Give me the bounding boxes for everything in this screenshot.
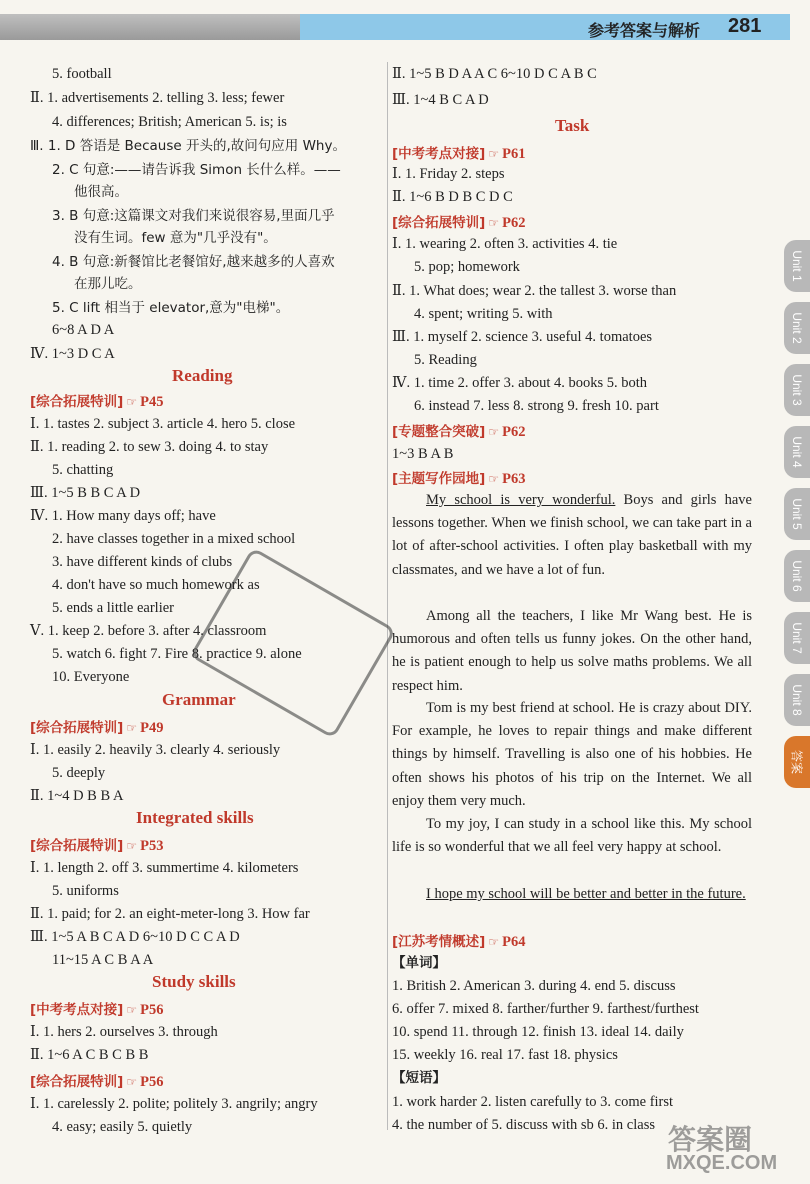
left-answer-line: Ⅱ. 1. advertisements 2. telling 3. less; fewer: [30, 90, 285, 106]
pointing-hand-icon: ☞: [488, 147, 500, 161]
vocab-label: 【单词】: [392, 955, 446, 971]
right-answer-line: 15. weekly 16. real 17. fast 18. physics: [392, 1047, 618, 1063]
right-answer-line: Ⅱ. 1. What does; wear 2. the tallest 3. worse than: [392, 283, 677, 299]
pointing-hand-icon: ☞: [488, 935, 500, 949]
underlined-sentence: My school is very wonderful.: [426, 492, 616, 508]
unit-tab[interactable]: [784, 364, 810, 416]
left-answer-line: 3. B 句意:这篇课文对我们来说很容易,里面几乎: [52, 208, 335, 224]
right-answer-line: 1. work harder 2. listen carefully to 3. come first: [392, 1094, 674, 1110]
unit-tab[interactable]: [784, 674, 810, 726]
tag-page: P49: [140, 720, 164, 736]
right-answer-line: Ⅱ. 1~6 B D B C D C: [392, 189, 513, 205]
essay-text: Tom is my best friend at school. He is crazy about DIY. For example, he loves to repair things and make different things by himself. Travelling is also one of his hobbies. He often shows his photos of his trip on the Internet. We all enjoy them very much.: [392, 700, 752, 809]
unit-tab-label: Unit 7: [790, 622, 804, 654]
left-answer-line: 4. don't have so much homework as: [52, 577, 260, 593]
exercise-tag: [392, 142, 525, 163]
left-answer-line: Ⅱ. 1~6 A C B C B B: [30, 1047, 149, 1063]
essay-text: Boys and girls have lessons together. When we finish school, we can take part in a lot of after-school activities. I often play basketball with my classmates, and we have a lot of fun.: [392, 492, 752, 578]
right-answer-line: Ⅰ. 1. wearing 2. often 3. activities 4. tie: [392, 236, 618, 252]
tag-label: [综合拓展特训]: [30, 838, 124, 854]
unit-tab-label: Unit 2: [790, 312, 804, 344]
left-answer-line: Ⅰ. 1. hers 2. ourselves 3. through: [30, 1024, 218, 1040]
unit-tab[interactable]: [784, 736, 810, 788]
left-answer-line: 3. have different kinds of clubs: [52, 554, 233, 570]
tag-label: [专题整合突破]: [392, 424, 486, 440]
left-answer-line: 11~15 A C B A A: [52, 952, 154, 968]
left-answer-line: 没有生词。few 意为"几乎没有"。: [74, 230, 277, 246]
essay-paragraph: [392, 605, 752, 698]
unit-tab-label: Unit 1: [790, 250, 804, 282]
left-answer-line: 2. C 句意:——请告诉我 Simon 长什么样。——: [52, 162, 341, 178]
exercise-tag: [30, 390, 163, 411]
section-heading: Integrated skills: [136, 808, 254, 827]
right-answer-line: Ⅰ. 1. Friday 2. steps: [392, 166, 505, 182]
tag-label: [中考考点对接]: [392, 146, 486, 162]
pointing-hand-icon: ☞: [488, 425, 500, 439]
underlined-sentence: I hope my school will be better and better in the future.: [426, 886, 746, 902]
exercise-tag: [30, 998, 163, 1019]
exercise-tag: [30, 1070, 163, 1091]
header-bar-blue: [300, 14, 790, 40]
right-answer-line: 6. offer 7. mixed 8. farther/further 9. farthest/furthest: [392, 1001, 699, 1017]
tag-page: P64: [502, 934, 526, 950]
section-heading: Grammar: [162, 690, 236, 709]
left-answer-line: Ⅰ. 1. length 2. off 3. summertime 4. kilometers: [30, 860, 299, 876]
unit-tab[interactable]: [784, 612, 810, 664]
watermark-logo: 答案圈: [668, 1124, 753, 1155]
left-answer-line: 2. have classes together in a mixed school: [52, 531, 296, 547]
essay-text: To my joy, I can study in a school like this. My school life is so wonderful that we all feel very happy at school.: [392, 816, 752, 856]
unit-tab-label: Unit 3: [790, 374, 804, 406]
left-answer-line: 10. Everyone: [52, 669, 130, 685]
left-answer-line: 他很高。: [74, 184, 128, 200]
tag-label: [江苏考情概述]: [392, 934, 486, 950]
unit-tab[interactable]: [784, 302, 810, 354]
left-answer-line: Ⅱ. 1. paid; for 2. an eight-meter-long 3. How far: [30, 906, 310, 922]
left-answer-line: Ⅴ. 1. keep 2. before 3. after 4. classroom: [30, 623, 267, 639]
essay-paragraph: [392, 489, 752, 582]
pointing-hand-icon: ☞: [126, 1075, 138, 1089]
pointing-hand-icon: ☞: [488, 472, 500, 486]
essay-paragraph: [392, 883, 752, 906]
left-answer-line: 5. watch 6. fight 7. Fire 8. practice 9. alone: [52, 646, 302, 662]
tag-page: P62: [502, 424, 526, 440]
pointing-hand-icon: ☞: [126, 839, 138, 853]
tag-label: [综合拓展特训]: [392, 215, 486, 231]
pointing-hand-icon: ☞: [488, 216, 500, 230]
right-answer-line: Ⅲ. 1~4 B C A D: [392, 92, 489, 108]
tag-page: P61: [502, 146, 526, 162]
left-answer-line: Ⅱ. 1~4 D B B A: [30, 788, 124, 804]
right-answer-line: Ⅲ. 1. myself 2. science 3. useful 4. tomatoes: [392, 329, 653, 345]
tag-label: [主题写作园地]: [392, 471, 486, 487]
left-answer-line: 4. differences; British; American 5. is; is: [52, 114, 287, 130]
tag-label: [综合拓展特训]: [30, 720, 124, 736]
page-number: 281: [728, 15, 762, 37]
left-answer-line: Ⅰ. 1. tastes 2. subject 3. article 4. hero 5. close: [30, 416, 296, 432]
tag-page: P63: [502, 471, 526, 487]
left-answer-line: 在那儿吃。: [74, 276, 142, 292]
left-answer-line: Ⅱ. 1. reading 2. to sew 3. doing 4. to stay: [30, 439, 269, 455]
right-answer-line: 5. pop; homework: [414, 259, 520, 275]
tag-page: P53: [140, 838, 164, 854]
unit-tab-label: Unit 5: [790, 498, 804, 530]
right-answer-line: 6. instead 7. less 8. strong 9. fresh 10. part: [414, 398, 659, 414]
section-heading: Study skills: [152, 972, 236, 991]
pointing-hand-icon: ☞: [126, 721, 138, 735]
exercise-tag: [392, 467, 525, 488]
unit-tab-label: Unit 6: [790, 560, 804, 592]
left-answer-line: Ⅳ. 1. How many days off; have: [30, 508, 216, 524]
unit-tab[interactable]: [784, 426, 810, 478]
tag-page: P62: [502, 215, 526, 231]
left-answer-line: 5. chatting: [52, 462, 114, 478]
left-answer-line: 5. deeply: [52, 765, 106, 781]
right-answer-line: Ⅱ. 1~5 B D A A C 6~10 D C A B C: [392, 66, 597, 82]
essay-paragraph: [392, 697, 752, 813]
unit-tab-label: Unit 8: [790, 684, 804, 716]
tag-label: [中考考点对接]: [30, 1002, 124, 1018]
unit-tab[interactable]: [784, 240, 810, 292]
left-answer-line: 5. football: [52, 66, 112, 82]
exercise-tag: [30, 834, 163, 855]
unit-tab-label: 答案: [789, 749, 804, 775]
left-answer-line: Ⅳ. 1~3 D C A: [30, 346, 115, 362]
exercise-tag: [392, 930, 525, 951]
left-answer-line: Ⅰ. 1. easily 2. heavily 3. clearly 4. seriously: [30, 742, 281, 758]
left-answer-line: Ⅲ. 1~5 A B C A D 6~10 D C C A D: [30, 929, 240, 945]
left-answer-line: 4. B 句意:新餐馆比老餐馆好,越来越多的人喜欢: [52, 254, 335, 270]
left-answer-line: Ⅲ. 1. D 答语是 Because 开头的,故问句应用 Why。: [30, 138, 346, 154]
unit-tab-label: Unit 4: [790, 436, 804, 468]
right-answer-line: Ⅳ. 1. time 2. offer 3. about 4. books 5. both: [392, 375, 648, 391]
left-answer-line: 5. uniforms: [52, 883, 119, 899]
essay-paragraph: [392, 813, 752, 859]
unit-tab[interactable]: [784, 550, 810, 602]
watermark-url: MXQE.COM: [666, 1152, 778, 1174]
pointing-hand-icon: ☞: [126, 1003, 138, 1017]
left-answer-line: 5. ends a little earlier: [52, 600, 174, 616]
left-answer-line: 6~8 A D A: [52, 322, 115, 338]
tag-page: P45: [140, 394, 164, 410]
tag-label: [综合拓展特训]: [30, 394, 124, 410]
right-answer-line: 5. Reading: [414, 352, 477, 368]
page-header-title: 参考答案与解析: [588, 21, 701, 40]
left-answer-line: Ⅲ. 1~5 B B C A D: [30, 485, 141, 501]
left-answer-line: 5. C lift 相当于 elevator,意为"电梯"。: [52, 300, 290, 316]
exercise-tag: [392, 211, 525, 232]
vocab-label: 【短语】: [392, 1070, 446, 1086]
tag-page: P56: [140, 1074, 164, 1090]
left-answer-line: Ⅰ. 1. carelessly 2. polite; politely 3. angrily; angry: [30, 1096, 318, 1112]
essay-text: Among all the teachers, I like Mr Wang best. He is humorous and often tells us funny jokes. On the other hand, he is patient enough to help us solve maths problems. We all respect him.: [392, 608, 752, 694]
exercise-tag: [392, 420, 525, 441]
right-answer-line: 4. the number of 5. discuss with sb 6. in class: [392, 1117, 655, 1133]
column-divider: [387, 62, 388, 1130]
section-heading: Reading: [172, 366, 233, 385]
tag-page: P56: [140, 1002, 164, 1018]
right-answer-line: 1. British 2. American 3. during 4. end 5. discuss: [392, 978, 676, 994]
tag-label: [综合拓展特训]: [30, 1074, 124, 1090]
unit-tab[interactable]: [784, 488, 810, 540]
section-heading: Task: [555, 116, 590, 135]
left-answer-line: 4. easy; easily 5. quietly: [52, 1119, 193, 1135]
right-answer-line: 4. spent; writing 5. with: [414, 306, 553, 322]
pointing-hand-icon: ☞: [126, 395, 138, 409]
right-answer-line: 1~3 B A B: [392, 446, 454, 462]
exercise-tag: [30, 716, 163, 737]
right-answer-line: 10. spend 11. through 12. finish 13. ideal 14. daily: [392, 1024, 684, 1040]
